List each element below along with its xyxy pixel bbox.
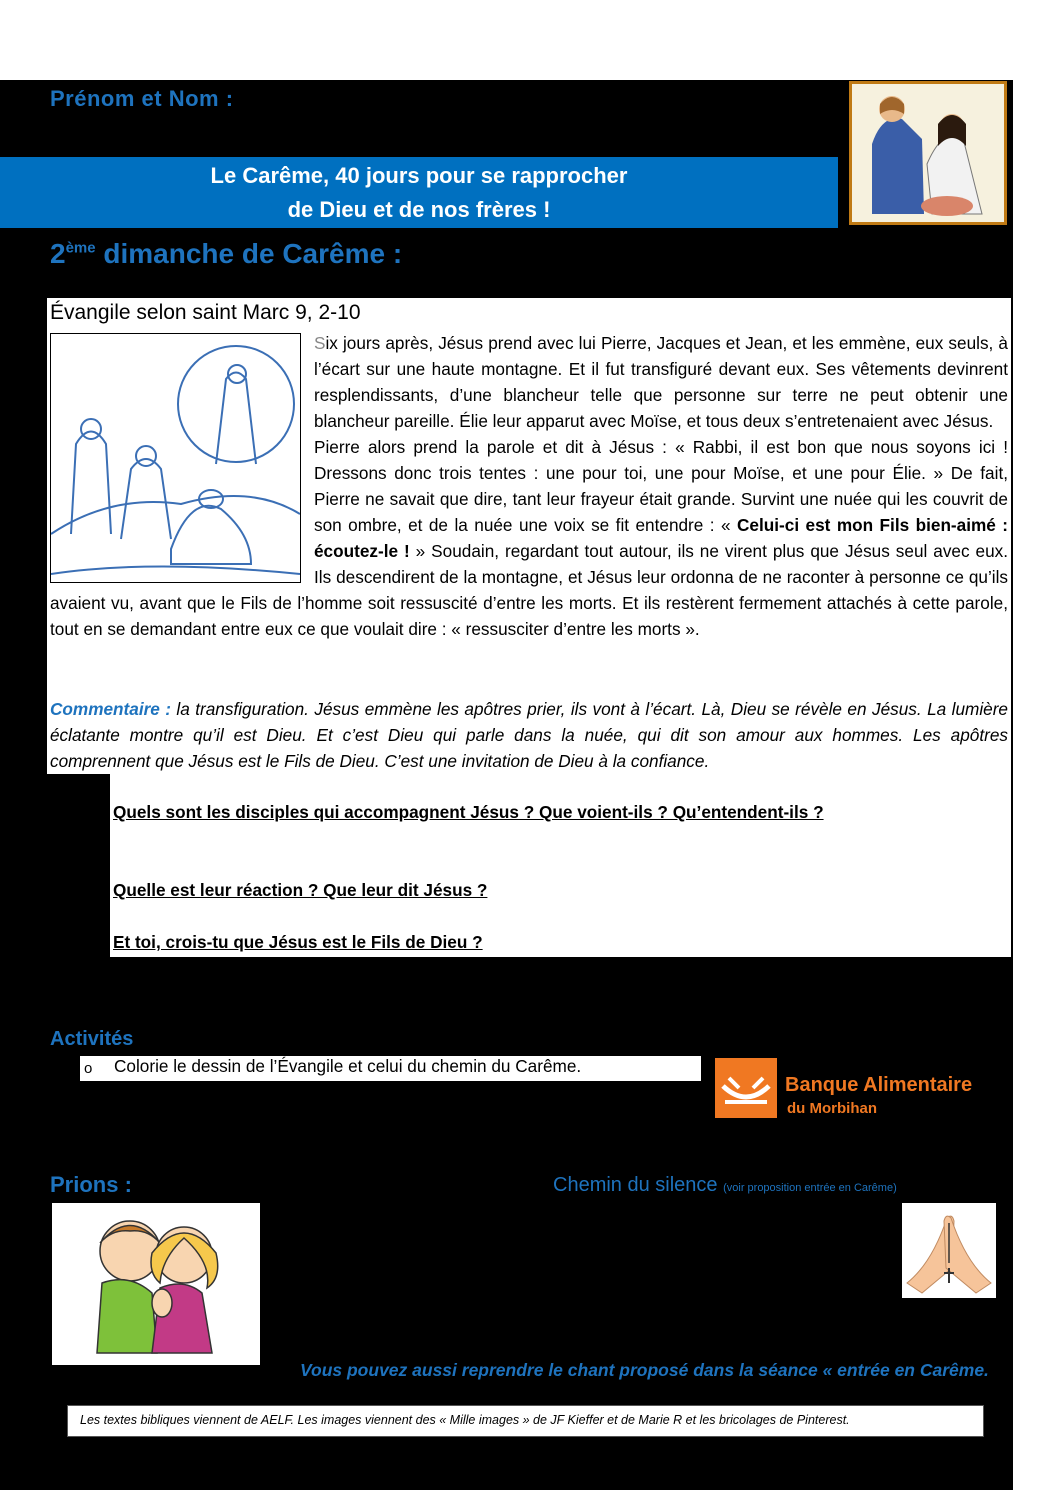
- commentary-text: la transfiguration. Jésus emmène les apôtres prier, ils vont à l’écart. Là, Dieu se révèle en Jésus. La lumière éclatante montre qu’il est Dieu. Et c’est Dieu qui parle dans la nuée, qui dit son amour aux hommes. Les apôtres comprennent que Jésus est le Fils de Dieu. C’est une invitation de Dieu à la confiance.: [50, 699, 1008, 771]
- food-bank-name: Banque Alimentaire: [785, 1074, 973, 1096]
- praying-hands-illustration: [902, 1203, 996, 1298]
- transfiguration-illustration: [50, 333, 301, 583]
- food-bank-logo-mark: [715, 1058, 777, 1118]
- sunday-ordinal-suffix: ème: [65, 239, 96, 257]
- gospel-para2-start: Pierre alors prend la parole et dit à Jésus : « Rabbi, il est bon que nous soyons ici ! Dressons donc trois tentes : une pour toi, une pour Moïse, et une pour Élie. » De fait, Pierre ne savait que dire, tant leur frayeur était grande. Survint une nuée qui les couvrit de son ombre, et de la nuée une voix se fit entendre : «: [314, 437, 1008, 535]
- silence-note: (voir proposition entrée en Carême): [723, 1182, 897, 1194]
- gospel-dropcap: S: [314, 333, 326, 353]
- gospel-para1-text: ix jours après, Jésus prend avec lui Pierre, Jacques et Jean, et les emmène, eux seuls, à l’écart sur une haute montagne. Et il fut transfiguré devant eux. Ses vêtements devinrent resplendissants, d’une blancheur telle que personne sur terre ne peut obtenir une blancheur pareille. Élie leur apparut avec Moïse, et tous deux s’entretenaient avec Jésus.: [314, 333, 1008, 431]
- praying-children-drawing: [52, 1203, 260, 1365]
- sunday-label: dimanche de Carême :: [95, 238, 403, 269]
- foot-washing-illustration: [849, 81, 1007, 225]
- gospel-title: Évangile selon saint Marc 9, 2-10: [50, 301, 361, 324]
- silence-label: Chemin du silence: [553, 1174, 718, 1196]
- title-banner: [0, 157, 838, 228]
- praying-hands-drawing: [902, 1203, 996, 1298]
- sunday-heading: [50, 238, 402, 270]
- activities-heading: Activités: [50, 1028, 134, 1050]
- commentary-label: Commentaire :: [50, 699, 171, 719]
- food-bank-logo-icon: [715, 1058, 777, 1118]
- prayer-heading: Prions :: [50, 1172, 132, 1197]
- name-label: Prénom et Nom :: [50, 86, 234, 111]
- commentary: [50, 696, 1008, 774]
- title-line-1: Le Carême, 40 jours pour se rapprocher: [210, 163, 628, 188]
- activity-item: Colorie le dessin de l’Évangile et celui du chemin du Carême.: [114, 1056, 582, 1076]
- question-2: Quelle est leur réaction ? Que leur dit Jésus ?: [113, 880, 488, 900]
- gospel-quote-bold: Celui-ci est mon Fils bien-aimé : écoutez-le !: [314, 515, 1009, 561]
- silence-path: [553, 1174, 897, 1197]
- food-bank-subtitle: du Morbihan: [787, 1100, 877, 1117]
- credits-footer: Les textes bibliques viennent de AELF. Les images viennent des « Mille images » de JF Kieffer et de Marie R et les bricolages de Pinterest.: [67, 1405, 984, 1437]
- question-3: Et toi, crois-tu que Jésus est le Fils de Dieu ?: [113, 932, 483, 952]
- gospel-para2-end: » Soudain, regardant tout autour, ils ne virent plus que Jésus seul avec eux. Ils descendirent de la montagne, et Jésus leur ordonna de ne raconter à personne ce qu’ils avaient vu, avant que le Fils de l’homme soit ressuscité d’entre les morts. Et ils restèrent fermement attachés à cette parole, tout en se demandant entre eux ce que voulait dire : « ressusciter d’entre les morts ».: [50, 541, 1008, 639]
- chant-note: Vous pouvez aussi reprendre le chant proposé dans la séance « entrée en Carême.: [300, 1360, 989, 1380]
- praying-children-illustration: [52, 1203, 260, 1365]
- title-line-2: de Dieu et de nos frères !: [287, 197, 551, 222]
- question-1: Quels sont les disciples qui accompagnent Jésus ? Que voient-ils ? Qu’entendent-ils ?: [113, 802, 824, 822]
- activity-bullet: o: [84, 1060, 93, 1077]
- transfiguration-drawing: [51, 334, 300, 582]
- sunday-ordinal: 2: [50, 238, 66, 269]
- foot-washing-drawing: [852, 84, 1004, 222]
